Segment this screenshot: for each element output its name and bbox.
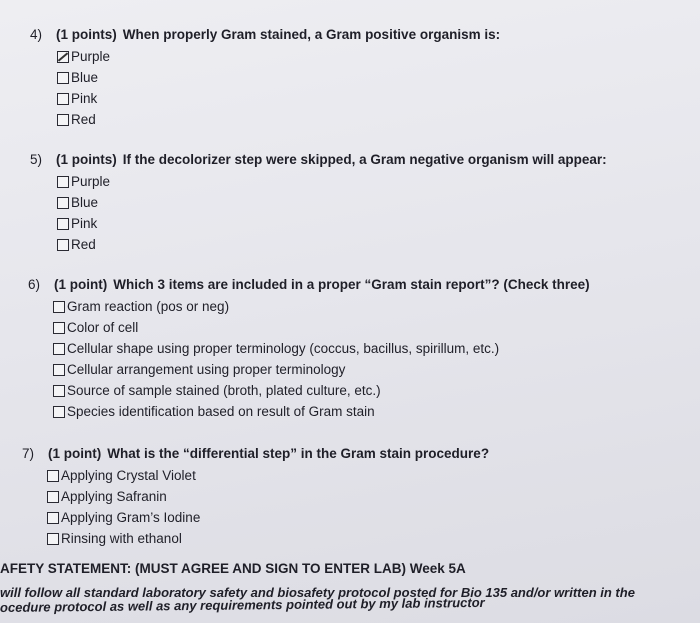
answer-option[interactable]: Pink: [57, 88, 500, 109]
checkbox[interactable]: [57, 197, 69, 209]
answer-option[interactable]: Cellular shape using proper terminology (coccus, bacillus, spirillum, etc.): [53, 338, 590, 359]
question-5: [30, 152, 607, 255]
checkbox[interactable]: [57, 72, 69, 84]
answer-option[interactable]: Red: [57, 109, 500, 130]
checkbox[interactable]: [57, 239, 69, 251]
checkbox[interactable]: [57, 93, 69, 105]
question-number: 5): [30, 152, 43, 167]
checkbox[interactable]: [57, 176, 69, 188]
answer-option[interactable]: Red: [57, 234, 607, 255]
question-text: What is the “differential step” in the Gram stain procedure?: [107, 446, 490, 461]
question-text: When properly Gram stained, a Gram positive organism is:: [122, 27, 501, 42]
checkbox[interactable]: [47, 470, 59, 482]
answer-option[interactable]: Gram reaction (pos or neg): [53, 296, 590, 317]
answer-option[interactable]: Blue: [57, 192, 607, 213]
question-7: [22, 446, 489, 549]
question-number: 7): [22, 446, 35, 461]
checkbox[interactable]: [57, 218, 69, 230]
answer-option[interactable]: Applying Gram’s Iodine: [47, 507, 489, 528]
question-6: [28, 277, 590, 422]
safety-statement-title: AFETY STATEMENT: (MUST AGREE AND SIGN TO ENTER LAB) Week 5A: [0, 561, 466, 576]
checkbox[interactable]: [53, 364, 65, 376]
question-points: (1 points): [56, 27, 117, 42]
question-points: (1 points): [56, 152, 117, 167]
checkbox[interactable]: [53, 343, 65, 355]
question-points: (1 point): [54, 277, 108, 292]
answer-option[interactable]: Cellular arrangement using proper terminology: [53, 359, 590, 380]
safety-line-1: will follow all standard laboratory safety and biosafety protocol posted for Bio 135 and/or written in the: [0, 585, 635, 600]
answer-option[interactable]: Species identification based on result of Gram stain: [53, 401, 590, 422]
answer-option[interactable]: Blue: [57, 67, 500, 88]
answer-option[interactable]: Purple: [57, 46, 500, 67]
answer-option[interactable]: Purple: [57, 171, 607, 192]
question-text: Which 3 items are included in a proper “Gram stain report”? (Check three): [113, 277, 590, 292]
question-text: If the decolorizer step were skipped, a Gram negative organism will appear:: [122, 152, 607, 167]
answer-option[interactable]: Applying Crystal Violet: [47, 465, 489, 486]
answer-option[interactable]: Rinsing with ethanol: [47, 528, 489, 549]
safety-line-2: ocedure protocol as well as any requirements pointed out by my lab instructor: [0, 594, 485, 615]
checkbox[interactable]: [47, 512, 59, 524]
checkbox[interactable]: [53, 385, 65, 397]
checkbox[interactable]: [53, 322, 65, 334]
safety-statement-body: [0, 585, 635, 615]
checkbox[interactable]: [53, 406, 65, 418]
question-4: [30, 27, 500, 130]
checkbox[interactable]: [47, 491, 59, 503]
checkbox[interactable]: [53, 301, 65, 313]
answer-option[interactable]: Color of cell: [53, 317, 590, 338]
answer-option[interactable]: Applying Safranin: [47, 486, 489, 507]
question-points: (1 point): [48, 446, 102, 461]
checkbox[interactable]: [47, 533, 59, 545]
question-number: 6): [28, 277, 41, 292]
question-number: 4): [30, 27, 43, 42]
checkbox-checked[interactable]: [57, 51, 69, 63]
checkbox[interactable]: [57, 114, 69, 126]
answer-option[interactable]: Pink: [57, 213, 607, 234]
answer-option[interactable]: Source of sample stained (broth, plated culture, etc.): [53, 380, 590, 401]
